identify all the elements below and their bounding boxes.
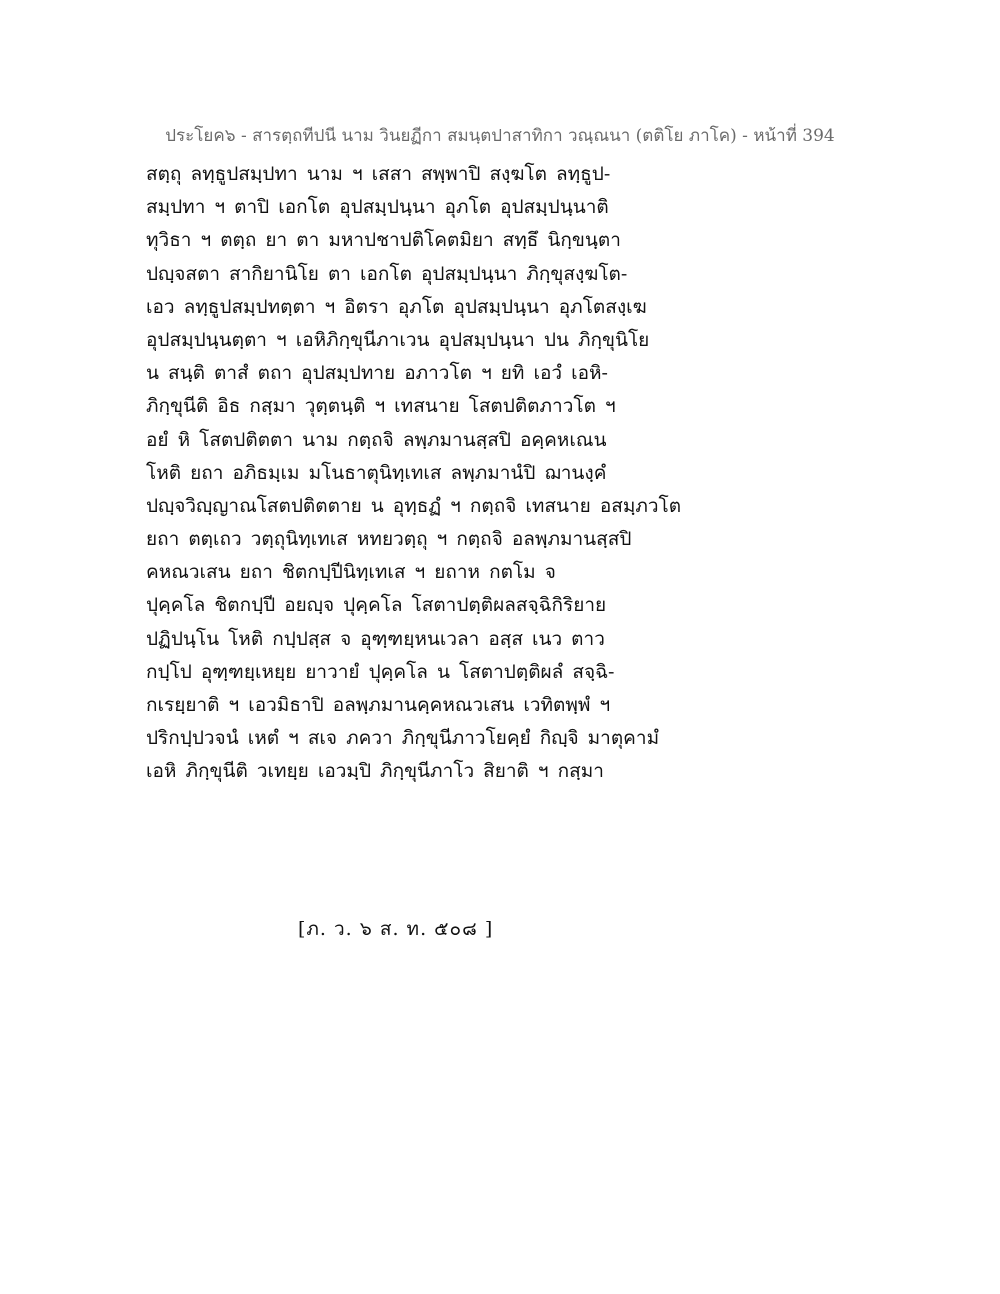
- body-text: [146, 158, 706, 789]
- text-line: อยํ หิ โสตปติตตา นาม กตฺถจิ ลพฺภมานสฺสปิ อคฺคหเณน: [146, 428, 607, 451]
- text-line: ปฏิปนฺโน โหติ กปฺปสฺส จ อุฑฺฑยฺหนเวลา อสฺส เนว ตาว: [146, 627, 605, 650]
- text-line: อุปสมฺปนฺนตฺตา ฯ เอหิภิกฺขุนีภาเวน อุปสมฺปนฺนา ปน ภิกฺขุนิโย: [146, 328, 650, 351]
- text-line: น สนฺติ ตาสํ ตถา อุปสมฺปทาย อภาวโต ฯ ยทิ เอวํ เอหิ-: [146, 362, 608, 385]
- text-line: เอหิ ภิกฺขุนีติ วเทยฺย เอวมฺปิ ภิกฺขุนีภาโว สิยาติ ฯ กสฺมา: [146, 760, 604, 783]
- text-line: ภิกฺขุนีติ อิธ กสฺมา วุตฺตนฺติ ฯ เทสนาย โสตปติตภาวโต ฯ: [146, 395, 616, 418]
- text-line: คหณวเสน ยถา ชิตกปฺปีนิทฺเทเส ฯ ยถาห กตโม จ: [146, 561, 556, 584]
- text-line: ปญฺจวิญฺญาณโสตปติตตาย น อุทฺธฏํ ฯ กตฺถจิ เทสนาย อสมฺภวโต: [146, 494, 682, 517]
- text-line: โหติ ยถา อภิธมฺเม มโนธาตุนิทฺเทเส ลพฺภมานํปิ ฌานงฺคํ: [146, 461, 607, 484]
- text-line: ทุวิธา ฯ ตตฺถ ยา ตา มหาปชาปติโคตมิยา สทฺธึ นิกฺขนฺตา: [146, 229, 621, 252]
- running-header: ประโยค๖ - สารตฺถทีปนี นาม วินยฏีกา สมนฺตปาสาทิกา วณฺณนา (ตติโย ภาโค) - หน้าที่ 394: [165, 126, 835, 146]
- text-line: กปฺโป อุฑฺฑยฺเหยฺย ยาวายํ ปุคฺคโล น โสตาปตฺติผลํ สจฺฉิ-: [146, 660, 615, 683]
- text-line: สมฺปทา ฯ ตาปิ เอกโต อุปสมฺปนฺนา อุภโต อุปสมฺปนฺนาติ: [146, 196, 609, 219]
- text-line: ปริกปฺปวจนํ เหตํ ฯ สเจ ภควา ภิกฺขุนีภาวโยคฺยํ กิญฺจิ มาตุคามํ: [146, 727, 660, 750]
- footnote-reference: [ภ. ว. ๖ ส. ท. ๕๐๘ ]: [298, 918, 494, 940]
- text-line: กเรยฺยาติ ฯ เอวมิธาปิ อลพฺภมานคฺคหณวเสน เวทิตพฺพํ ฯ: [146, 694, 611, 716]
- text-line: เอว ลทฺธูปสมฺปทตฺตา ฯ อิตรา อุภโต อุปสมฺปนฺนา อุภโตสงฺเฆ: [146, 295, 647, 318]
- text-line: ยถา ตตฺเถว วตฺถุนิทฺเทเส หทยวตฺถุ ฯ กตฺถจิ อลพฺภมานสฺสปิ: [146, 528, 632, 551]
- text-line: ปญฺจสตา สากิยานิโย ตา เอกโต อุปสมฺปนฺนา ภิกฺขุสงฺฆโต-: [146, 262, 628, 285]
- text-line: ปุคฺคโล ชิตกปฺปี อยญฺจ ปุคฺคโล โสตาปตฺติผลสจฺฉิกิริยาย: [146, 594, 607, 617]
- text-line: สตฺถุ ลทฺธูปสมฺปทา นาม ฯ เสสา สพฺพาปิ สงฺฆโต ลทฺธูป-: [146, 163, 611, 185]
